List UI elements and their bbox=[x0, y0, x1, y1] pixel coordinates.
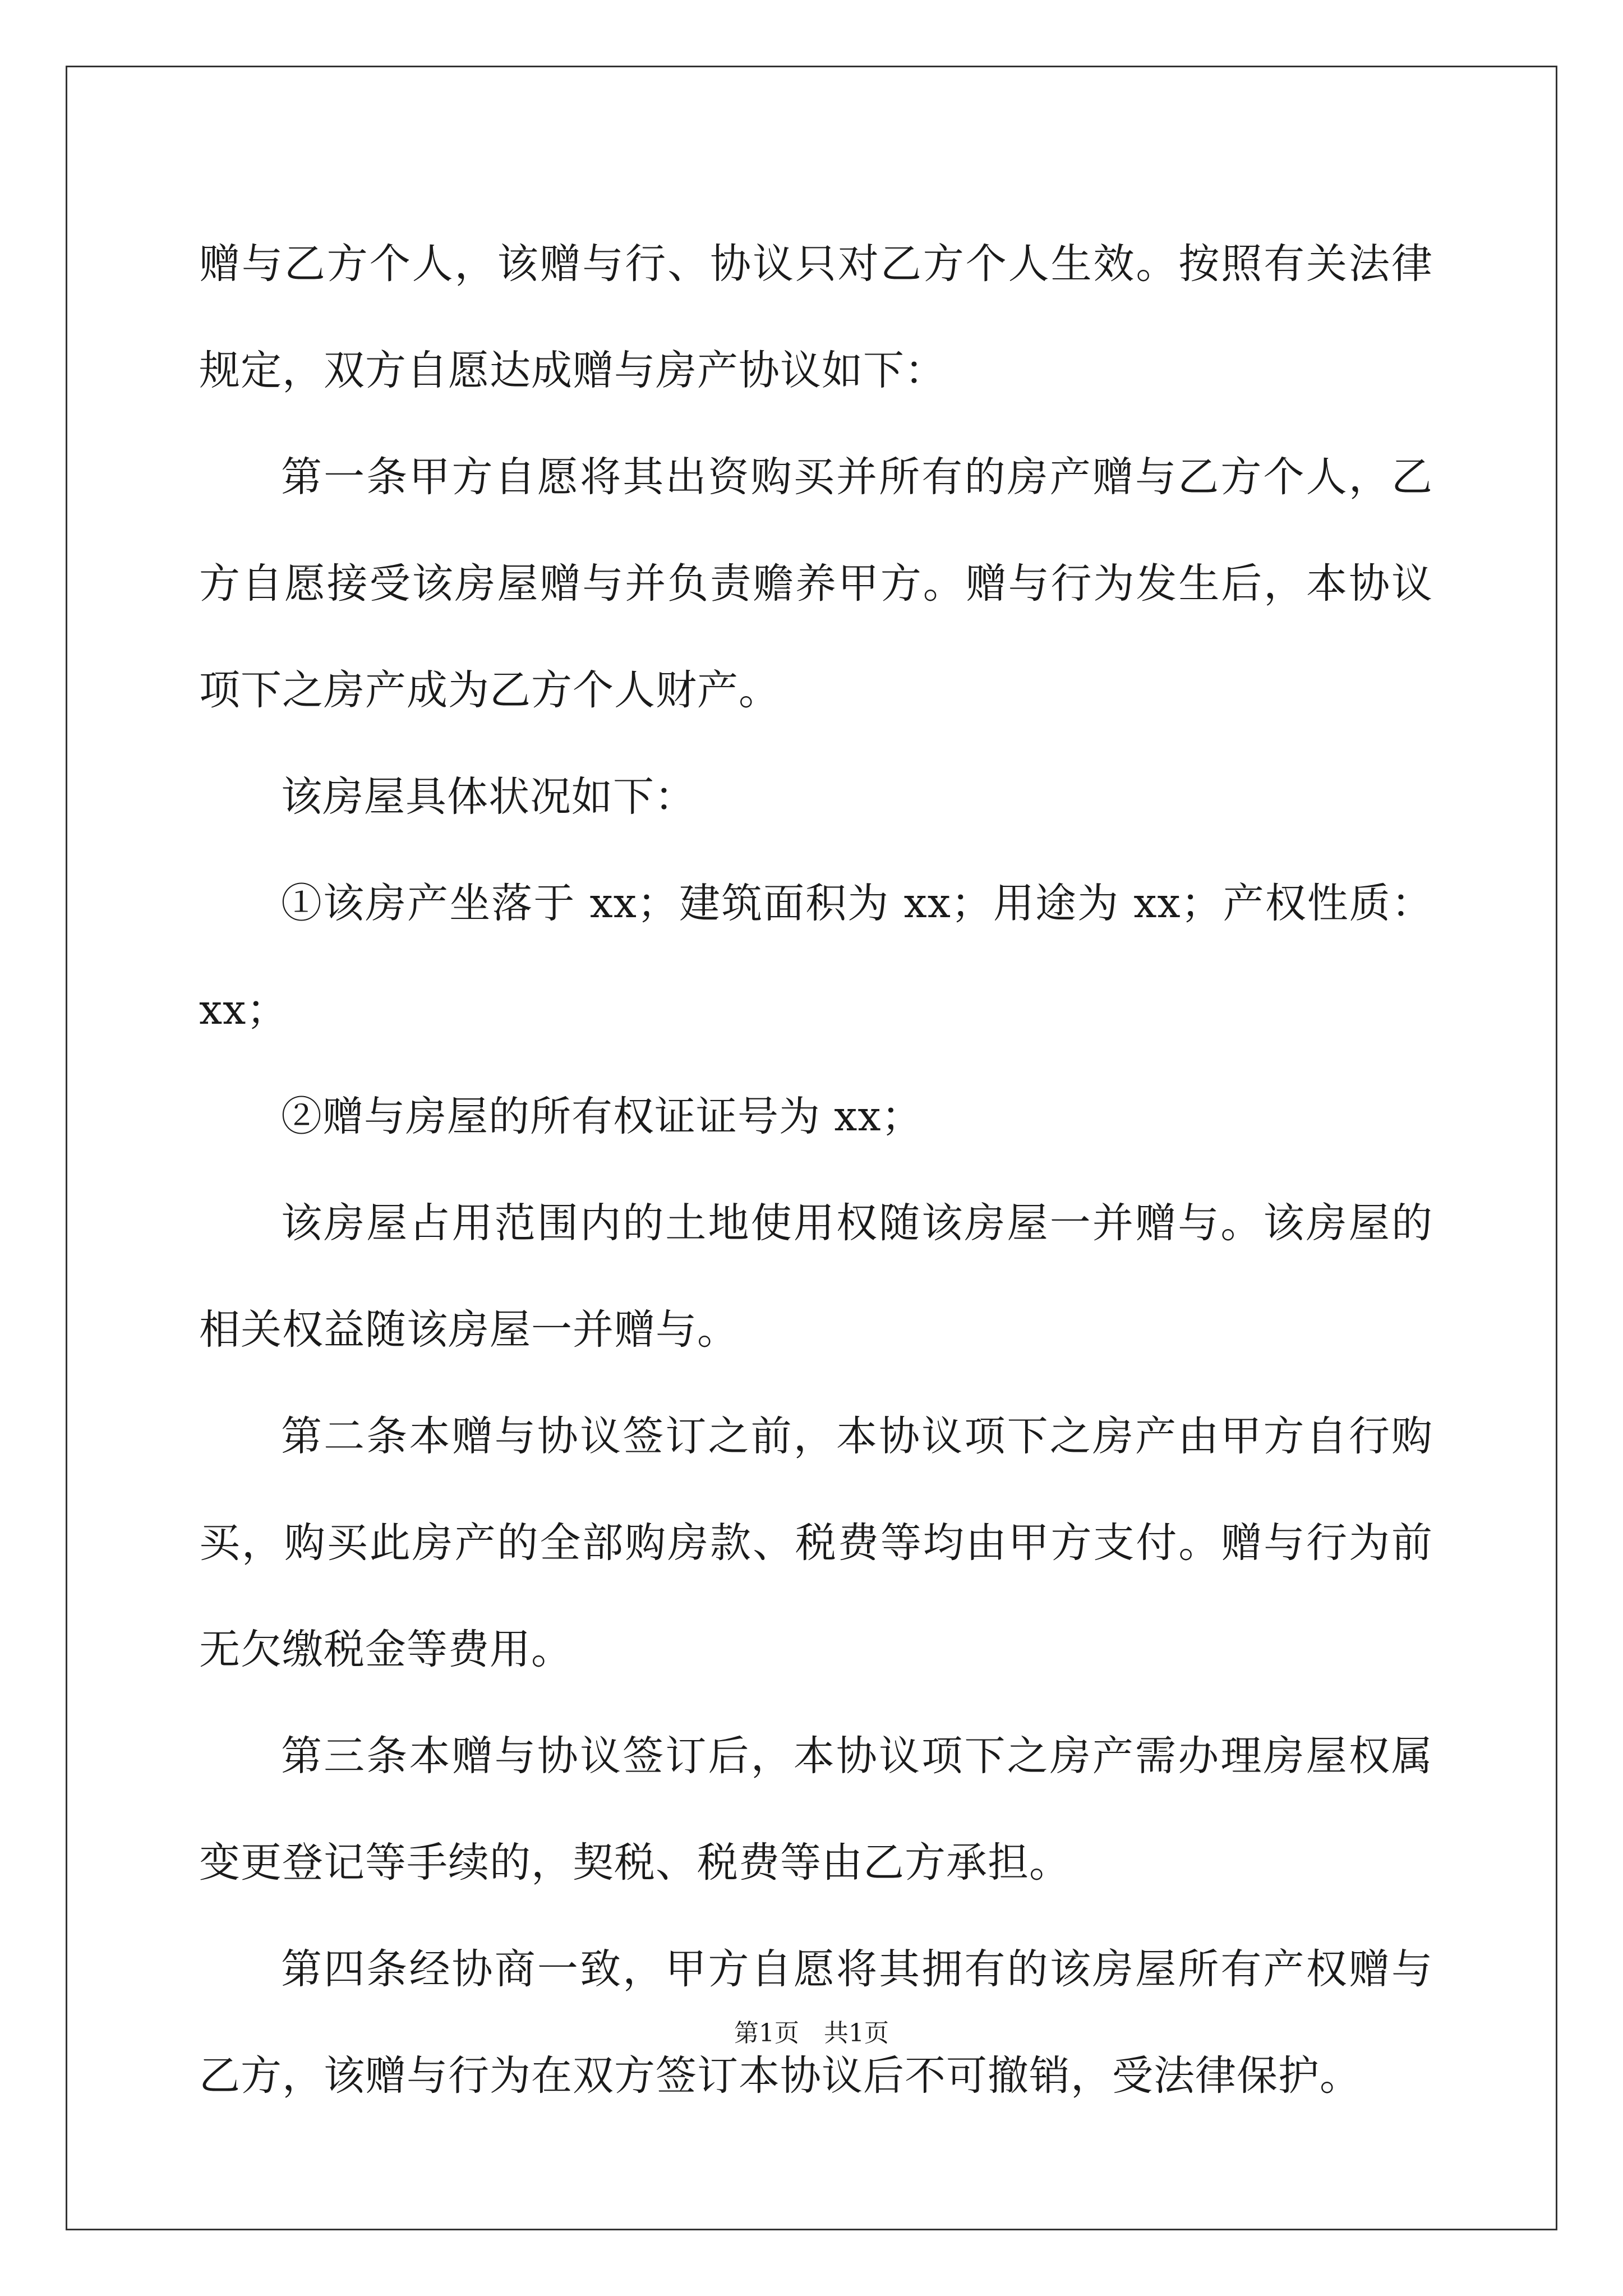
document-body bbox=[199, 211, 1433, 2129]
page-number-footer: 第1页 共1页 bbox=[734, 2019, 889, 2047]
paragraph-property-item-2: ②赠与房屋的所有权证证号为 xx； bbox=[281, 1093, 923, 1140]
paragraph-article-4: 第四条经协商一致，甲方自愿将其拥有的该房屋所有产权赠与乙方，该赠与行为在双方签订本协议后不可撤销，受法律保护。 bbox=[199, 1945, 1433, 2100]
paragraph-intro-continued: 赠与乙方个人，该赠与行、协议只对乙方个人生效。按照有关法律规定，双方自愿达成赠与房产协议如下： bbox=[199, 240, 1433, 394]
paragraph-land-use-rights: 该房屋占用范围内的土地使用权随该房屋一并赠与。该房屋的相关权益随该房屋一并赠与。 bbox=[199, 1199, 1433, 1354]
paragraph-property-status-heading: 该房屋具体状况如下： bbox=[281, 773, 696, 821]
paragraph-article-2: 第二条本赠与协议签订之前，本协议项下之房产由甲方自行购买，购买此房产的全部购房款、税费等均由甲方支付。赠与行为前无欠缴税金等费用。 bbox=[199, 1412, 1433, 1673]
paragraph-article-1: 第一条甲方自愿将其出资购买并所有的房产赠与乙方个人，乙方自愿接受该房屋赠与并负责赡养甲方。赠与行为发生后，本协议项下之房产成为乙方个人财产。 bbox=[199, 453, 1433, 714]
paragraph-property-item-1: ①该房产坐落于 xx；建筑面积为 xx；用途为 xx；产权性质：xx； bbox=[199, 880, 1433, 1034]
paragraph-article-3: 第三条本赠与协议签订后，本协议项下之房产需办理房屋权属变更登记等手续的，契税、税费等由乙方承担。 bbox=[199, 1732, 1433, 1887]
